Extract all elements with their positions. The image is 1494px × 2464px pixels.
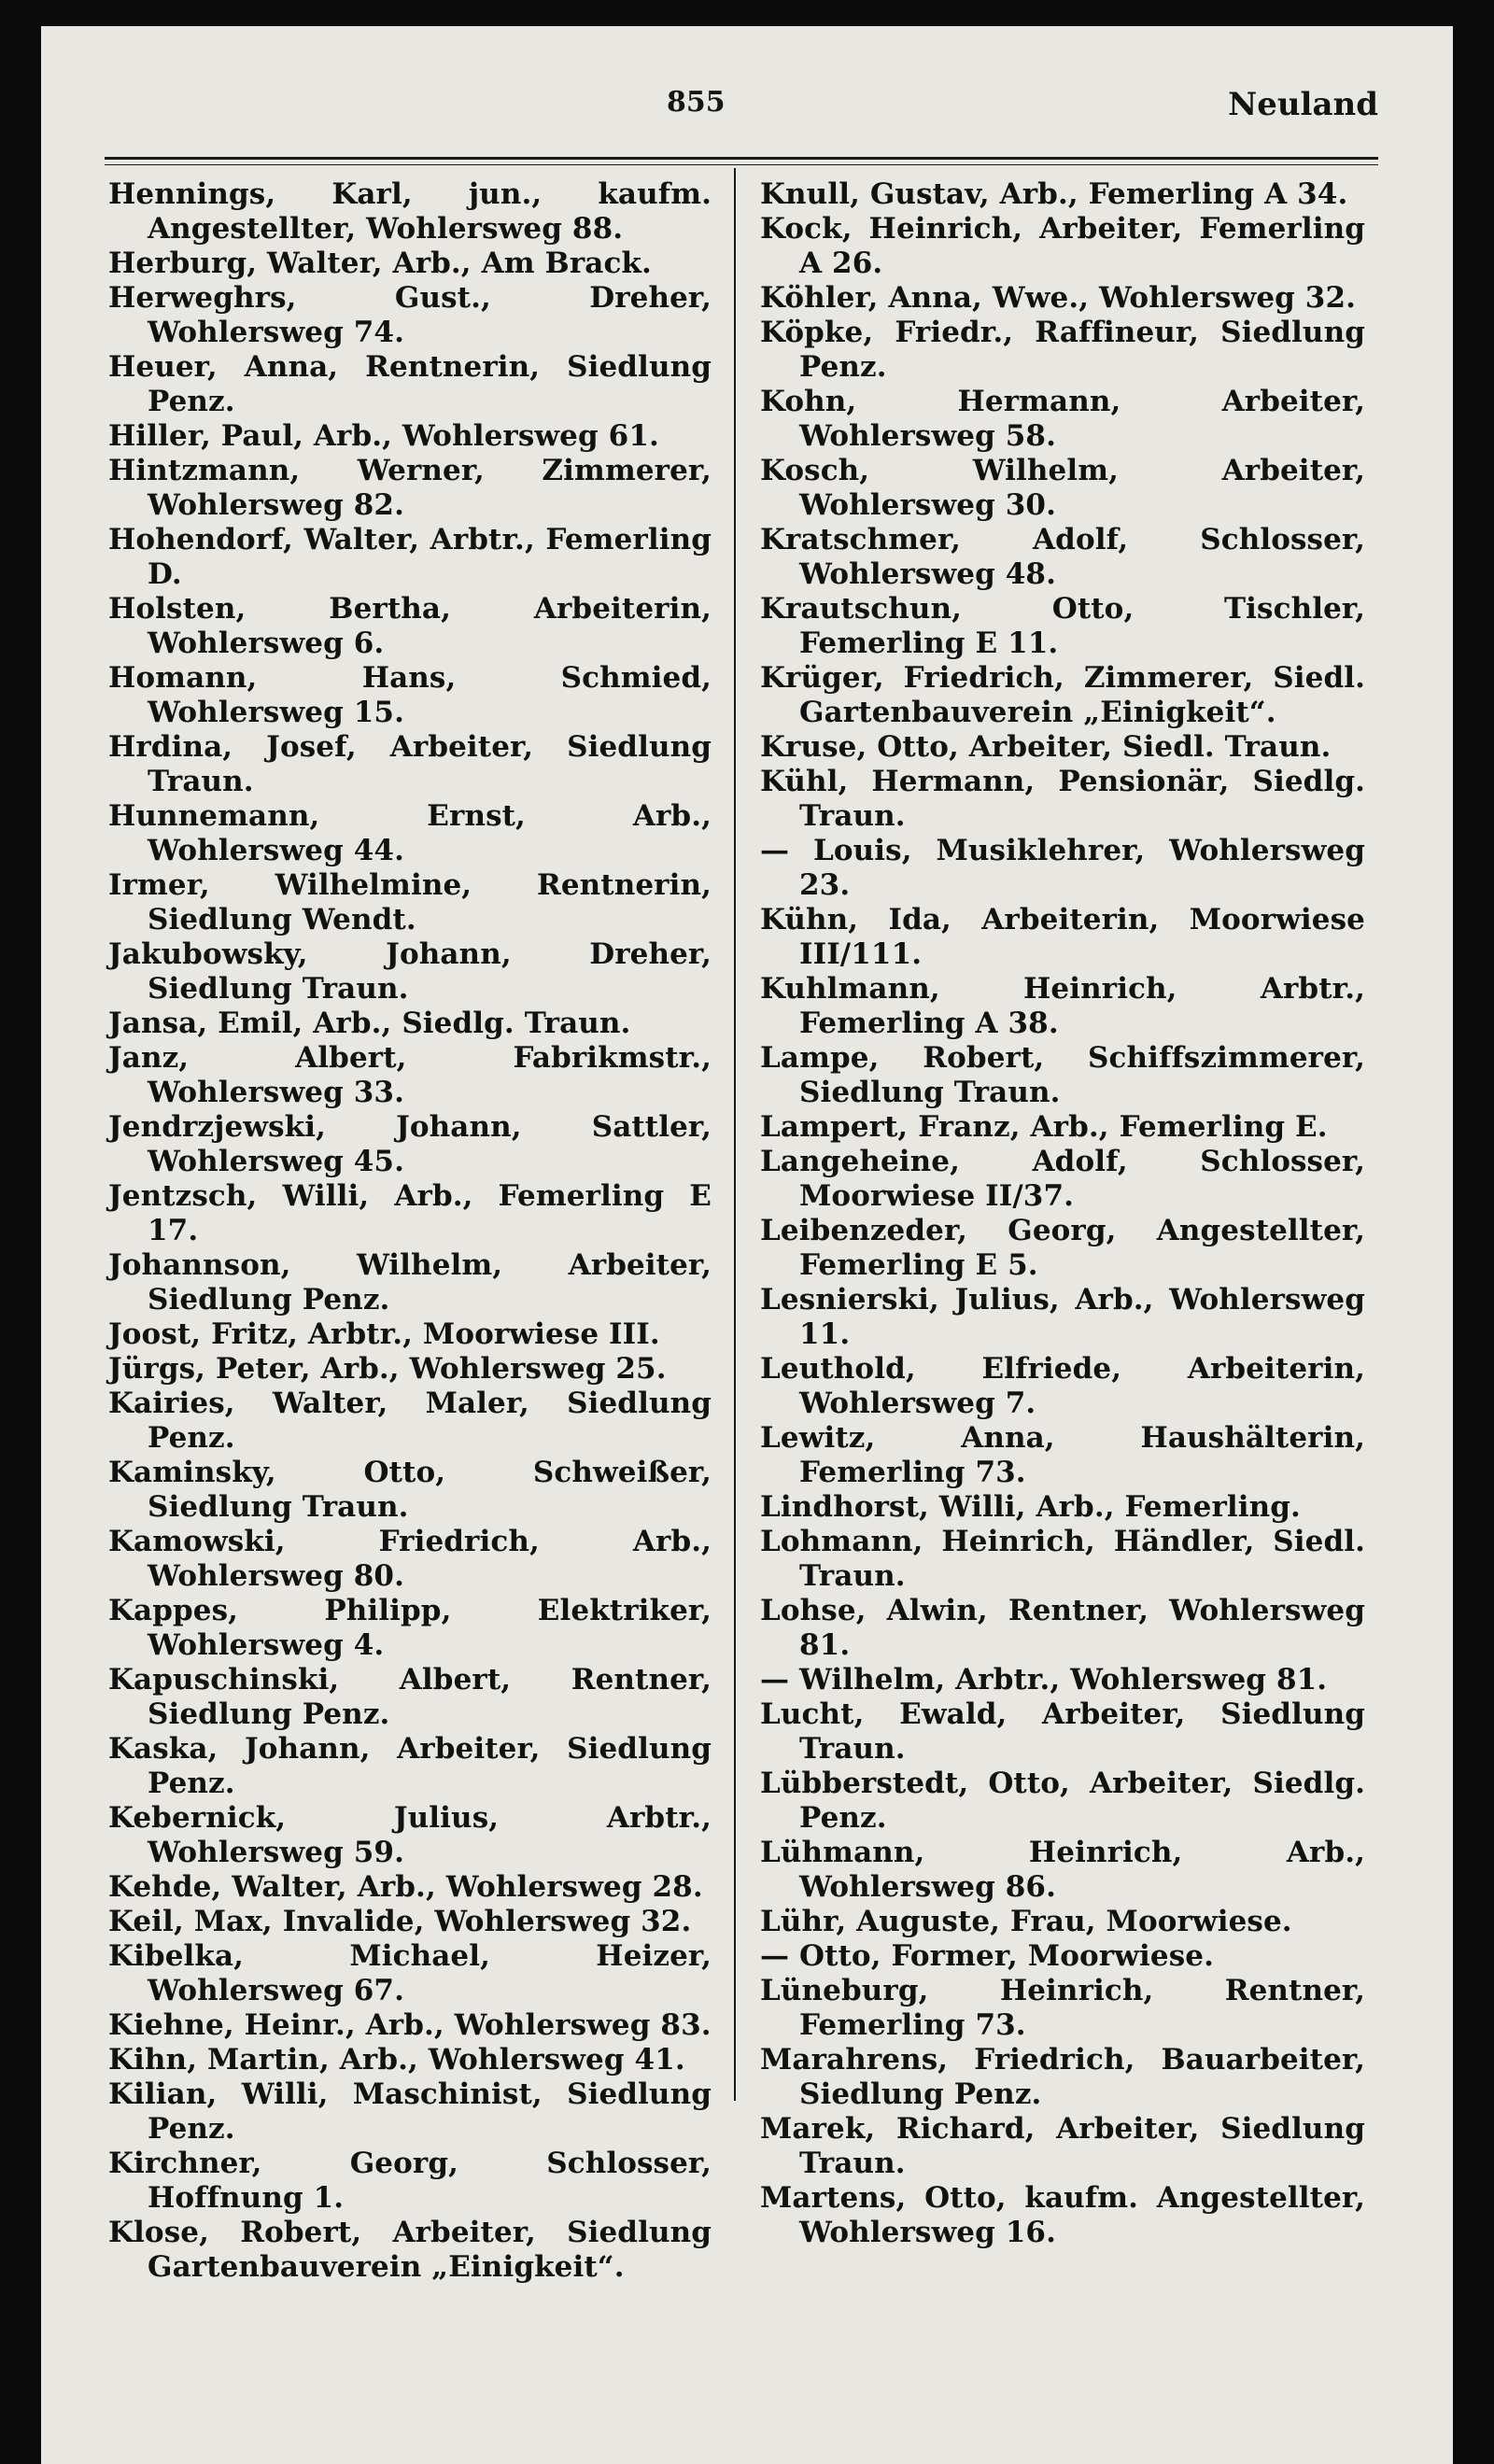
directory-entry: Knull, Gustav, Arb., Femerling A 34.	[760, 177, 1348, 211]
directory-entry: Lühr, Auguste, Frau, Moorwiese.	[760, 1905, 1292, 1938]
directory-entry: Hiller, Paul, Arb., Wohlersweg 61.	[108, 419, 659, 453]
column-divider	[734, 168, 736, 2101]
directory-entry: Hintzmann, Werner, Zimmerer, Wohlersweg 82.	[108, 454, 712, 522]
directory-entry: Herweghrs, Gust., Dreher, Wohlersweg 74.	[108, 281, 712, 349]
directory-entry: Keil, Max, Invalide, Wohlersweg 32.	[108, 1905, 692, 1938]
directory-entry: Heuer, Anna, Rentnerin, Siedlung Penz.	[108, 350, 712, 418]
directory-entry: — Wilhelm, Arbtr., Wohlersweg 81.	[760, 1663, 1328, 1697]
directory-entry: Lühmann, Heinrich, Arb., Wohlersweg 86.	[760, 1836, 1365, 1904]
directory-entry: Lampe, Robert, Schiffszimmerer, Siedlung Traun.	[760, 1041, 1365, 1109]
directory-entry: Jürgs, Peter, Arb., Wohlersweg 25.	[108, 1352, 667, 1386]
directory-entry: Jendrzjewski, Johann, Sattler, Wohlersweg 45.	[108, 1110, 712, 1178]
running-title: Neuland	[1228, 86, 1378, 123]
directory-entry: Jentzsch, Willi, Arb., Femerling E 17.	[108, 1179, 712, 1247]
directory-entry: Lohmann, Heinrich, Händler, Siedl. Traun.	[760, 1525, 1365, 1593]
directory-entry: Leuthold, Elfriede, Arbeiterin, Wohlersweg 7.	[760, 1352, 1365, 1420]
directory-entry: Lüneburg, Heinrich, Rentner, Femerling 73.	[760, 1974, 1365, 2042]
directory-entry: Köpke, Friedr., Raffineur, Siedlung Penz.	[760, 316, 1365, 384]
directory-entry: Lindhorst, Willi, Arb., Femerling.	[760, 1490, 1301, 1524]
directory-entry: Kappes, Philipp, Elektriker, Wohlersweg 4.	[108, 1594, 712, 1662]
directory-entry: Leibenzeder, Georg, Angestellter, Femerling E 5.	[760, 1214, 1365, 1282]
page-number: 855	[667, 86, 726, 119]
directory-entry: Jakubowsky, Johann, Dreher, Siedlung Traun.	[108, 937, 712, 1006]
directory-entry: Klose, Robert, Arbeiter, Siedlung Gartenbauverein „Einigkeit“.	[108, 2216, 712, 2284]
left-column	[108, 177, 712, 2285]
directory-entry: Kaminsky, Otto, Schweißer, Siedlung Traun.	[108, 1456, 712, 1524]
directory-entry: Irmer, Wilhelmine, Rentnerin, Siedlung Wendt.	[108, 868, 712, 936]
directory-entry: Kapuschinski, Albert, Rentner, Siedlung Penz.	[108, 1663, 712, 1731]
directory-entry: Kühl, Hermann, Pensionär, Siedlg. Traun.	[760, 765, 1365, 833]
directory-entry: Hrdina, Josef, Arbeiter, Siedlung Traun.	[108, 730, 712, 798]
directory-entry: Jansa, Emil, Arb., Siedlg. Traun.	[108, 1007, 631, 1040]
directory-entry: — Otto, Former, Moorwiese.	[760, 1939, 1214, 1973]
directory-entry: Langeheine, Adolf, Schlosser, Moorwiese II/37.	[760, 1145, 1365, 1213]
directory-entry: Johannson, Wilhelm, Arbeiter, Siedlung Penz.	[108, 1248, 712, 1316]
directory-entry: Kock, Heinrich, Arbeiter, Femerling A 26.	[760, 212, 1365, 280]
directory-entry: Krüger, Friedrich, Zimmerer, Siedl. Gartenbauverein „Einigkeit“.	[760, 661, 1365, 729]
directory-entry: Lucht, Ewald, Arbeiter, Siedlung Traun.	[760, 1697, 1365, 1766]
directory-entry: Lewitz, Anna, Haushälterin, Femerling 73.	[760, 1421, 1365, 1489]
directory-entry: Lampert, Franz, Arb., Femerling E.	[760, 1110, 1328, 1144]
header-rule-thin	[105, 164, 1378, 165]
directory-entry: Kirchner, Georg, Schlosser, Hoffnung 1.	[108, 2147, 712, 2215]
directory-entry: Herburg, Walter, Arb., Am Brack.	[108, 246, 652, 280]
header-rule	[105, 157, 1378, 160]
directory-entry: Homann, Hans, Schmied, Wohlersweg 15.	[108, 661, 712, 729]
directory-entry: Köhler, Anna, Wwe., Wohlersweg 32.	[760, 281, 1357, 315]
directory-entry: Hennings, Karl, jun., kaufm. Angestellter, Wohlersweg 88.	[108, 177, 712, 246]
right-column	[760, 177, 1365, 2250]
directory-entry: Hohendorf, Walter, Arbtr., Femerling D.	[108, 523, 712, 591]
directory-entry: Kaska, Johann, Arbeiter, Siedlung Penz.	[108, 1732, 712, 1800]
directory-entry: Kosch, Wilhelm, Arbeiter, Wohlersweg 30.	[760, 454, 1365, 522]
directory-entry: Holsten, Bertha, Arbeiterin, Wohlersweg 6.	[108, 592, 712, 660]
directory-entry: Kebernick, Julius, Arbtr., Wohlersweg 59.	[108, 1801, 712, 1869]
directory-entry: Kehde, Walter, Arb., Wohlersweg 28.	[108, 1870, 703, 1904]
directory-entry: Kamowski, Friedrich, Arb., Wohlersweg 80.	[108, 1525, 712, 1593]
directory-entry: Marahrens, Friedrich, Bauarbeiter, Siedlung Penz.	[760, 2043, 1365, 2111]
directory-entry: Kihn, Martin, Arb., Wohlersweg 41.	[108, 2043, 685, 2077]
directory-entry: Krautschun, Otto, Tischler, Femerling E 11.	[760, 592, 1365, 660]
directory-entry: Kilian, Willi, Maschinist, Siedlung Penz.	[108, 2077, 712, 2146]
directory-entry: Kühn, Ida, Arbeiterin, Moorwiese III/111.	[760, 903, 1365, 971]
directory-entry: Martens, Otto, kaufm. Angestellter, Wohlersweg 16.	[760, 2181, 1365, 2249]
directory-entry: Kiehne, Heinr., Arb., Wohlersweg 83.	[108, 2008, 712, 2042]
directory-entry: Hunnemann, Ernst, Arb., Wohlersweg 44.	[108, 799, 712, 867]
directory-entry: Lesnierski, Julius, Arb., Wohlersweg 11.	[760, 1283, 1365, 1351]
directory-entry: Janz, Albert, Fabrikmstr., Wohlersweg 33.	[108, 1041, 712, 1109]
directory-entry: Kairies, Walter, Maler, Siedlung Penz.	[108, 1387, 712, 1455]
page-header	[41, 86, 1453, 142]
directory-entry: — Louis, Musiklehrer, Wohlersweg 23.	[760, 834, 1365, 902]
directory-entry: Kibelka, Michael, Heizer, Wohlersweg 67.	[108, 1939, 712, 2007]
directory-entry: Lohse, Alwin, Rentner, Wohlersweg 81.	[760, 1594, 1365, 1662]
directory-entry: Marek, Richard, Arbeiter, Siedlung Traun.	[760, 2112, 1365, 2180]
directory-entry: Kruse, Otto, Arbeiter, Siedl. Traun.	[760, 730, 1332, 764]
directory-entry: Joost, Fritz, Arbtr., Moorwiese III.	[108, 1317, 660, 1351]
directory-page	[41, 26, 1453, 2464]
directory-entry: Kuhlmann, Heinrich, Arbtr., Femerling A 38.	[760, 972, 1365, 1040]
directory-entry: Kohn, Hermann, Arbeiter, Wohlersweg 58.	[760, 385, 1365, 453]
directory-entry: Lübberstedt, Otto, Arbeiter, Siedlg. Penz.	[760, 1767, 1365, 1835]
directory-entry: Kratschmer, Adolf, Schlosser, Wohlersweg 48.	[760, 523, 1365, 591]
